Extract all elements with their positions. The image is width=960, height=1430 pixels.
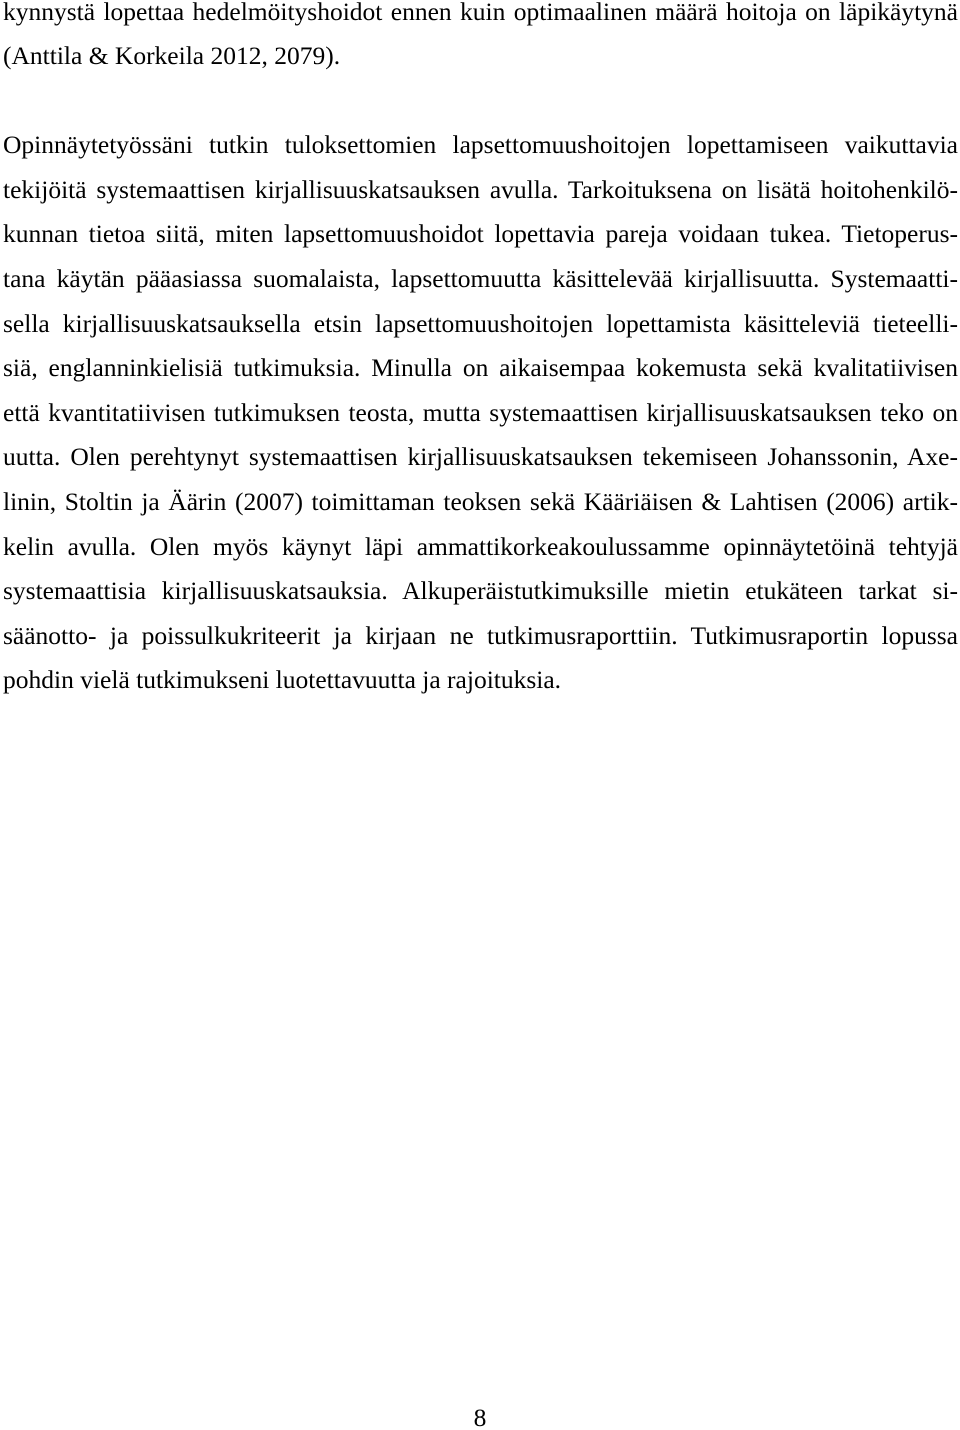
text-line: Opinnäytetyössäni tutkin tuloksettomien lapsettomuushoitojen lopettamiseen vaikuttavia bbox=[3, 130, 958, 160]
text-line: että kvantitatiivisen tutkimuksen teosta, mutta systemaattisen kirjallisuuskatsauksen teko on bbox=[3, 397, 958, 427]
text-line: tekijöitä systemaattisen kirjallisuuskatsauksen avulla. Tarkoituksena on lisätä hoitohenkilö- bbox=[3, 174, 958, 204]
text-line: (Anttila & Korkeila 2012, 2079). bbox=[3, 41, 341, 71]
text-line: säänotto- ja poissulkukriteerit ja kirjaan ne tutkimusraporttiin. Tutkimusraportin lopussa bbox=[3, 620, 958, 650]
text-line: tana käytän pääasiassa suomalaista, lapsettomuutta käsittelevää kirjallisuutta. Systemaatti- bbox=[3, 264, 958, 294]
text-line: linin, Stoltin ja Äärin (2007) toimittaman teoksen sekä Kääriäisen & Lahtisen (2006) artik- bbox=[3, 487, 958, 517]
text-line: systemaattisia kirjallisuuskatsauksia. Alkuperäistutkimuksille mietin etukäteen tarkat si- bbox=[3, 576, 958, 606]
paragraph bbox=[3, 123, 958, 703]
text-line: siä, englanninkielisiä tutkimuksia. Minulla on aikaisempaa kokemusta sekä kvalitatiivisen bbox=[3, 353, 958, 383]
text-line: uutta. Olen perehtynyt systemaattisen kirjallisuuskatsauksen tekemiseen Johanssonin, Axe- bbox=[3, 442, 958, 472]
text-line: kynnystä lopettaa hedelmöityshoidot ennen kuin optimaalinen määrä hoitoja on läpikäytynä bbox=[3, 0, 958, 26]
page-number: 8 bbox=[473, 1403, 487, 1430]
text-line: pohdin vielä tutkimukseni luotettavuutta ja rajoituksia. bbox=[3, 665, 562, 695]
text-line: sella kirjallisuuskatsauksella etsin lapsettomuushoitojen lopettamista käsitteleviä tieteelli- bbox=[3, 308, 958, 338]
body-text bbox=[3, 0, 958, 703]
text-line: kelin avulla. Olen myös käynyt läpi ammattikorkeakoulussamme opinnäytetöinä tehtyjä bbox=[3, 531, 958, 561]
paragraph bbox=[3, 0, 958, 79]
text-line: kunnan tietoa siitä, miten lapsettomuushoidot lopettavia pareja voidaan tukea. Tietoperus- bbox=[3, 219, 958, 249]
